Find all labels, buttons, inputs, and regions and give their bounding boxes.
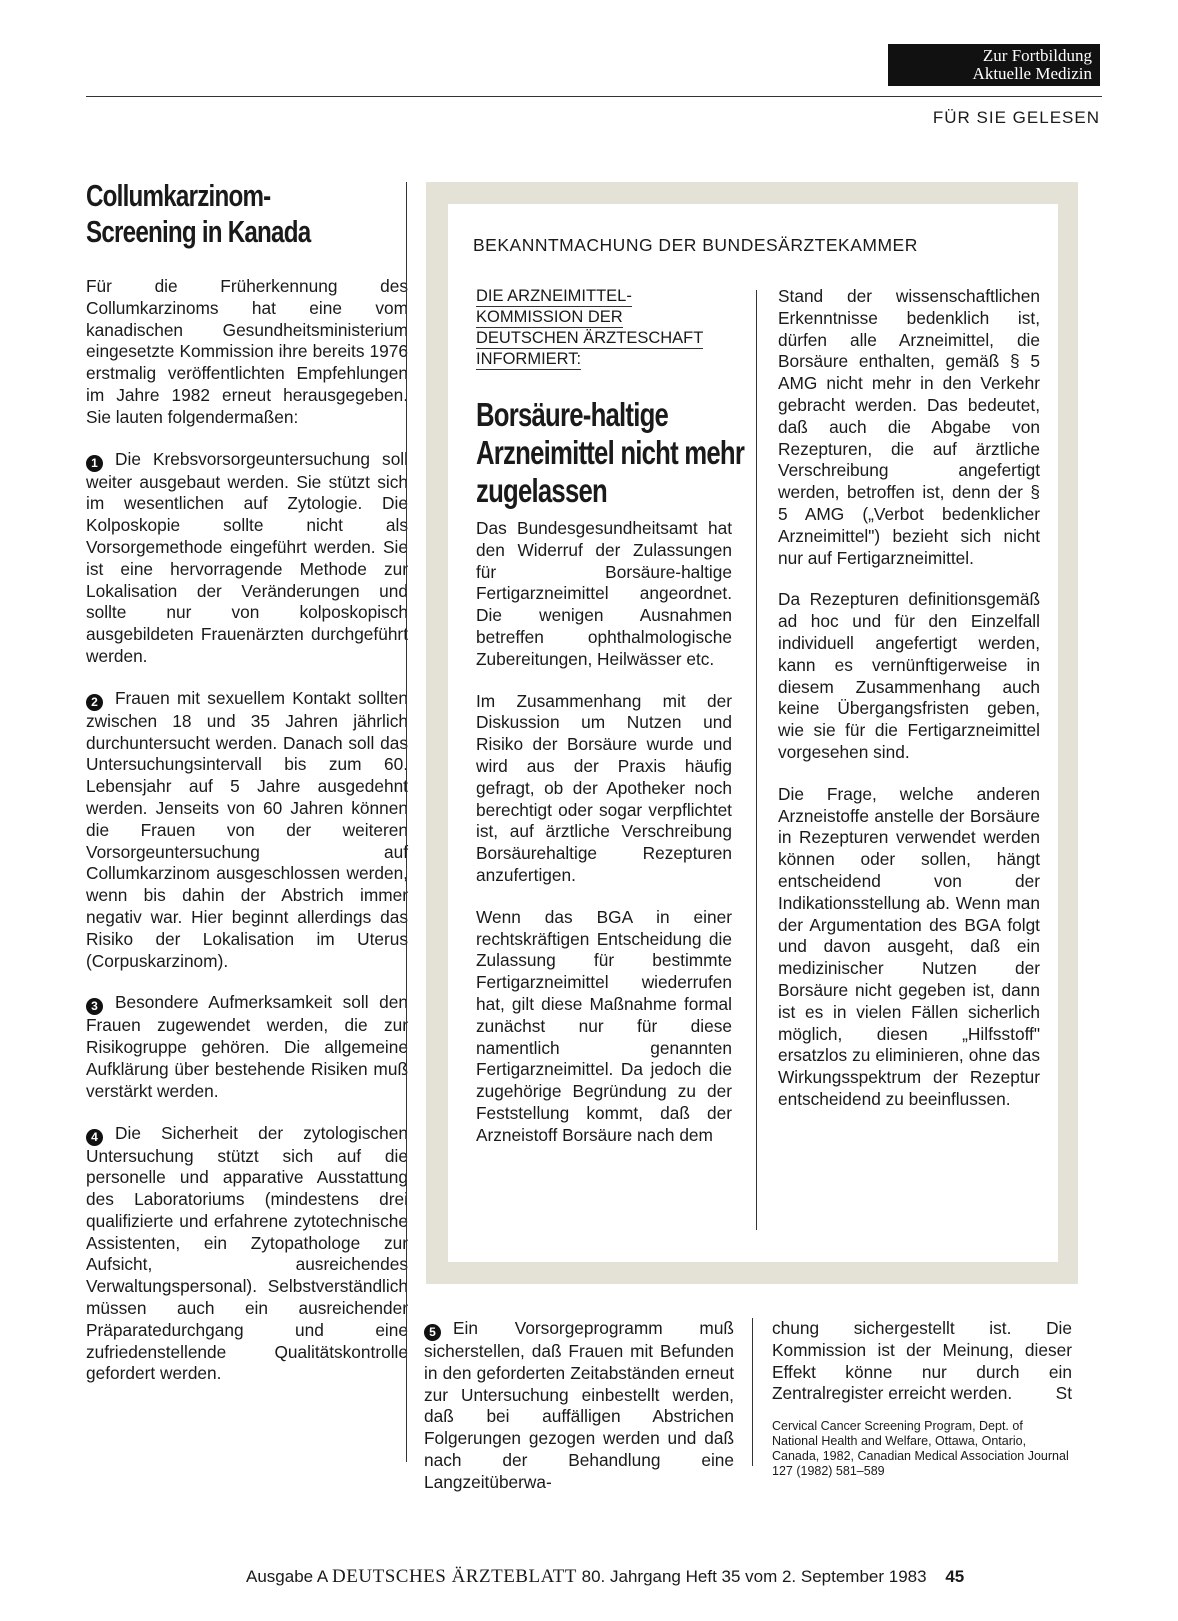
point-1-text: Die Krebsvorsorgeuntersuchung soll weiter ausgebaut werden. Sie stützt sich im wesentlichen auf Zytologie. Die Kolposkopie sollte nicht als Vorsorgemethode eingeführt werden. Sie ist eine hervorragende Methode zur Lokalisation der Veränderungen und sollte nur von kolposkopisch ausgebildeten Frauenärzten durchgeführt werden.	[86, 448, 408, 666]
footer-edition: Ausgabe A	[246, 1567, 328, 1586]
point-2	[86, 688, 408, 973]
page-footer	[246, 1566, 964, 1588]
point-4	[86, 1123, 408, 1386]
page-number: 45	[945, 1567, 965, 1586]
point-3-text: Besondere Aufmerksamkeit soll den Frauen zugewendet werden, die zur Risikogruppe gehören. Die allgemeine Aufklärung über bestehende Risiken muß verstärkt werden.	[86, 992, 408, 1101]
kicker-line-3: DEUTSCHEN ÄRZTESCHAFT	[476, 329, 704, 347]
section-badge	[888, 44, 1100, 86]
point-5	[424, 1318, 734, 1494]
announcement-paragraph: Wenn das BGA in einer rechtskräftigen Entscheidung die Zulassung für bestimmte Fertigarzneimittel wiederrufen hat, gilt diese Maßnahme formal zunächst nur für diese namentlich genannten Fertigarzneimittel. Da jedoch die zugehörige Begründung zu der Feststellung kommt, daß der Arzneistoff Borsäure nach dem	[476, 906, 732, 1145]
footer-magazine: DEUTSCHES ÄRZTEBLATT	[332, 1566, 577, 1587]
continuation-text: chung sichergestellt ist. Die Kommission ist der Meinung, dieser Effekt könne nur durch ein Zentralregister erreicht werden.	[772, 1318, 1072, 1404]
point-3	[86, 992, 408, 1102]
kicker-line-1: DIE ARZNEIMITTEL-	[476, 287, 632, 305]
article-title: Collumkarzinom-Screening in Kanada	[86, 178, 311, 249]
number-4-icon: 4	[86, 1129, 103, 1146]
announcement-paragraph: Da Rezepturen definitionsgemäß ad hoc und für den Einzelfall individuell angefertigt werden, kann es vernünftigerweise in diesem Zusammenhang auch keine Übergangsfristen geben, wie sie für die Fertigarzneimittel vorgesehen sind.	[778, 589, 1040, 762]
number-3-icon: 3	[86, 998, 103, 1015]
column-divider-left	[406, 182, 407, 1462]
announcement-paragraph: Im Zusammenhang mit der Diskussion um Nutzen und Risiko der Borsäure wurde und wird aus der Praxis häufig gefragt, ob der Apotheker noch berechtigt oder sogar verpflichtet ist, auf ärztliche Verschreibung Borsäurehaltige Rezepturen anzufertigen.	[476, 690, 732, 885]
announcement-kicker	[476, 286, 744, 370]
article-column-2	[424, 1318, 734, 1494]
article-continuation	[772, 1318, 1072, 1405]
article-column-3	[772, 1318, 1072, 1479]
kicker-line-4: INFORMIERT:	[476, 350, 582, 368]
number-5-icon: 5	[424, 1324, 441, 1341]
number-2-icon: 2	[86, 694, 103, 711]
announcement-headline: Borsäure-haltige Arzneimittel nicht mehr zugelassen	[476, 396, 745, 509]
point-1	[86, 449, 408, 668]
announcement-column-right	[778, 286, 1040, 1131]
article-column-1	[86, 276, 408, 1405]
column-divider-bottom	[752, 1318, 753, 1466]
badge-line-1: Zur Fortbildung	[982, 46, 1092, 65]
number-1-icon: 1	[86, 455, 103, 472]
point-2-text: Frauen mit sexuellem Kontakt sollten zwischen 18 und 35 Jahren jährlich durchuntersucht werden. Danach soll das Untersuchungsintervall bis zum 60. Lebensjahr auf 5 Jahre ausgedehnt werden. Jenseits von 60 Jahren können die Frauen von der weiteren Vorsorgeuntersuchung auf Collumkarzinom ausgeschlossen werden, wenn bis dahin der Abstrich immer negativ war. Hier beginnt allerdings das Risiko der Lokalisation im Uterus (Corpuskarzinom).	[86, 687, 408, 971]
point-4-text: Die Sicherheit der zytologischen Untersuchung stützt sich auf die personelle und apparative Ausstattung des Laboratoriums (mindestens drei qualifizierte und erfahrene zytotechnische Assistenten, ein Zytopathologe zur Aufsicht, ausreichendes Verwaltungspersonal). Selbstverständlich müssen auch ein ausreichender Präparatedurchgang und eine zufriedenstellende Qualitätskontrolle gefordert werden.	[86, 1122, 408, 1384]
reference: Cervical Cancer Screening Program, Dept. of National Health and Welfare, Ottawa, Ontario, Canada, 1982, Canadian Medical Association Journal 127 (1982) 581–589	[772, 1419, 1069, 1479]
section-label: FÜR SIE GELESEN	[932, 108, 1100, 127]
announcement-paragraph: Die Frage, welche anderen Arzneistoffe anstelle der Borsäure in Rezepturen verwendet werden können oder sollen, hängt entscheidend von der Indikationsstellung ab. Wenn man der Argumentation des BGA folgt und davon ausgeht, daß ein medizinischer Nutzen der Borsäure nicht gegeben ist, dann ist es in vielen Fällen sicherlich möglich, diesen „Hilfsstoff" ersatzlos zu eliminieren, ohne das Wirkungsspektrum der Rezeptur entscheidend zu beeinflussen.	[778, 783, 1040, 1109]
point-5-text: Ein Vorsorgeprogramm muß sicherstellen, daß Frauen mit Befunden in den geforderten Zeitabständen erneut zur Untersuchung einbestellt werden, daß bei auffälligen Abstrichen Folgerungen gezogen werden und daß nach der Behandlung eine Langzeitüberwa-	[424, 1318, 734, 1492]
article-intro: Für die Früherkennung des Collumkarzinoms hat eine vom kanadischen Gesundheitsministerium eingesetzte Kommission ihre bereits 1976 erstmalig veröffentlichten Empfehlungen im Jahre 1982 erneut herausgegeben. Sie lauten folgendermaßen:	[86, 276, 408, 427]
badge-line-2: Aktuelle Medizin	[972, 64, 1092, 83]
announcement-column-left	[476, 518, 732, 1167]
footer-issue: 80. Jahrgang Heft 35 vom 2. September 1983	[581, 1567, 927, 1586]
header-rule	[86, 96, 1102, 97]
author-initials: St	[1055, 1383, 1072, 1404]
announcement-paragraph: Stand der wissenschaftlichen Erkenntnisse bedenklich ist, dürfen alle Arzneimittel, die Borsäure enthalten, gemäß § 5 AMG nicht mehr in den Verkehr gebracht werden. Das bedeutet, daß auch die Abgabe von Rezepturen, die auf ärztliche Verschreibung angefertigt werden, betroffen ist, denn der § 5 AMG („Verbot bedenklicher Arzneimittel") bezieht sich nicht nur auf Fertigarzneimittel.	[778, 286, 1040, 568]
kicker-line-2: KOMMISSION DER	[476, 308, 623, 326]
announcement-paragraph: Das Bundesgesundheitsamt hat den Widerruf der Zulassungen für Borsäure-haltige Fertigarzneimittel angeordnet. Die wenigen Ausnahmen betreffen ophthalmologische Zubereitungen, Heilwässer etc.	[476, 518, 732, 669]
column-divider-box	[756, 290, 757, 1230]
announcement-title: BEKANNTMACHUNG DER BUNDESÄRZTEKAMMER	[473, 235, 918, 255]
